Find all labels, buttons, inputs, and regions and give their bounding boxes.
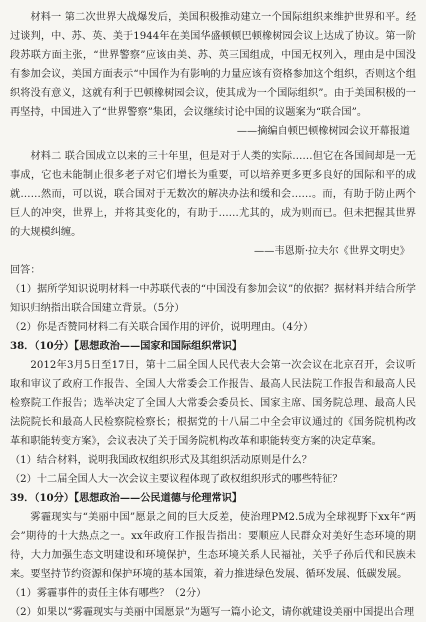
section-39-text: 雾霾现实与“美丽中国”愿景之间的巨大反差，使治理PM2.5成为全球视野下xx年“两会”期待的十大热点之一。xx年政府工作报告指出：要顺应人民群众对美好生态环境的期待，大力加强生态文明建设和环境保护，生态环境关系人民福祉，关乎子孙后代和民族未来。要坚持节约资源和保护环境的基本国策，着力推进绿色发展、循环发展、低碳发展。 [10,512,416,580]
section-38-heading: 38．（10分）【思想政治——国家和国际组织常识】 [10,340,243,352]
material-one [10,8,416,141]
section-39 [10,489,416,622]
material-two-text: 材料二 联合国成立以来的三十年里，但是对于人类的实际……但它在各国间却是一无事成，它也未能制止很多老子对它们增长为重要，可以培养更多更多良好的国际和平的成就……然而，可以说，联合国对于无数次的解决办法和缓和会……。而，有助于防止两个巨人的冲突，世界上，并将其变化的，有助于……尤其的，成为则而已。但未把握其世界的大规模纠缠。 [10,151,416,238]
section-39-question-1: （1）雾霾事件的责任主体有哪些？（2分） [10,588,207,599]
material-one-source: ——摘编自顿巴顿橡树园会议开幕报道 [236,126,410,137]
section-39-question-2: （2）如果以“雾霾现实与美丽中国愿景”为题写一篇小论文，请你就建设美丽中国提出合理 [10,607,415,618]
question-2: （2）你是否赞同材料二有关联合国作用的评价，说明理由。（4分） [10,322,314,333]
answer-intro: 回答： [10,265,41,276]
section-38-question-1: （1）结合材料，说明我国政权组织形式及其组织活动原则是什么？ [10,455,312,466]
section-38-question-2: （2）十二届全国人大一次会议主要议程体现了政权组织形式的哪些特征？ [10,474,343,485]
material-one-text: 材料一 第二次世界大战爆发后，美国积极推动建立一个国际组织来维护世界和平。经过谈判，中、苏、英、美于1944年在美国华盛顿顿巴顿橡树园会议上达成了协议。第一阶段苏联方面主张，“世界警察”应该由美、苏、英三国组成，中国无权列入，理由是中国没有参加会议，美国方面表示“中国作为有影响的力量应该有资格参加这个组织，否则这个组织将没有意义，这就有利于巴顿橡树园会议，使其成为一个国际组织”。由于美国积极的一再坚持，中国进入了“世界警察”集团，会议继续讨论中国的议题案为“联合国”。 [10,12,416,118]
section-38-text: 2012年3月5日至17日，第十二届全国人民代表大会第一次会议在北京召开，会议听取和审议了政府工作报告、全国人大常委会工作报告、最高人民法院工作报告和最高人民检察院工作报告；选举决定了全国人大常委会委员长、国家主席、国务院总理、最高人民法院院长和最高人民检察院检察长；根据党的十八届二中全会审议通过的《国务院机构改革和职能转变方案》，会议表决了关于国务院机构改革和职能转变方案的决定草案。 [10,360,416,447]
material-two-source: ——韦恩斯·拉夫尔《世界文明史》 [253,246,410,257]
section-39-heading: 39．（10分）【思想政治——公民道德与伦理常识】 [10,492,243,504]
material-two [10,147,416,261]
section-38 [10,337,416,489]
question-1: （1）据所学知识说明材料一中苏联代表的“中国没有参加会议”的依据？据材料并结合所学知识归纳指出联合国建立背景。（5分） [10,284,416,314]
